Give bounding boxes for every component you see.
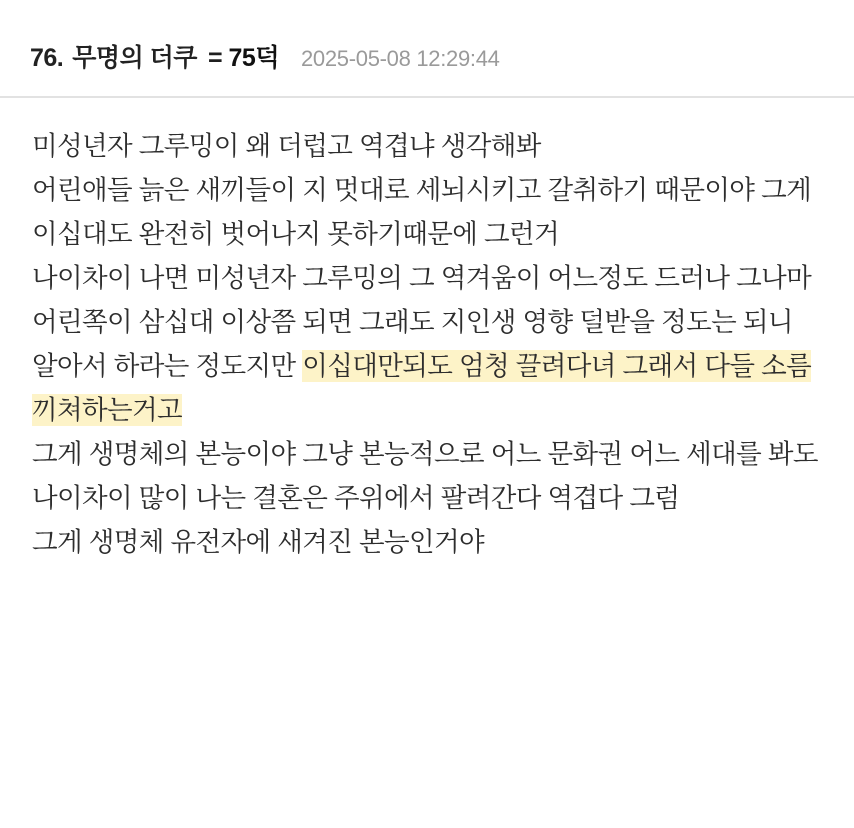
post-timestamp: 2025-05-08 12:29:44 — [301, 46, 500, 71]
post-paragraph — [32, 124, 826, 168]
post-header — [0, 0, 854, 74]
post-author[interactable]: 무명의 더쿠 — [72, 44, 197, 72]
post-paragraph — [32, 168, 826, 256]
post-paragraph — [32, 432, 826, 520]
body-text: 나이차이 나면 미성년자 그루밍의 그 역겨움이 어느정도 드러나 그나마 어린쪽이 삼십대 이상쯤 되면 그래도 지인생 영향 덜받을 정도는 되니 알아서 하라는 정도지만 — [32, 263, 812, 381]
body-text: 그게 생명체의 본능이야 그냥 본능적으로 어느 문화권 어느 세대를 봐도 나이차이 많이 나는 결혼은 주위에서 팔려간다 역겹다 그럼 — [32, 439, 818, 513]
post-paragraph — [32, 520, 826, 564]
body-text: 어린애들 늙은 새끼들이 지 멋대로 세뇌시키고 갈취하기 때문이야 그게 이십대도 완전히 벗어나지 못하기때문에 그런거 — [32, 175, 812, 249]
highlighted-text: 이십대만되도 엄청 끌려다녀 그래서 다들 소름 끼쳐하는거고 — [32, 351, 812, 425]
vote-indicator[interactable] — [208, 38, 279, 74]
post-paragraph — [32, 256, 826, 432]
vote-equals-sign: = — [207, 44, 223, 72]
vote-count: 75덕 — [228, 44, 279, 72]
body-text: 미성년자 그루밍이 왜 더럽고 역겹냐 생각해봐 — [32, 131, 541, 161]
post-number: 76. — [30, 44, 64, 72]
body-text: 그게 생명체 유전자에 새겨진 본능인거야 — [32, 527, 485, 557]
post-body — [0, 98, 854, 564]
